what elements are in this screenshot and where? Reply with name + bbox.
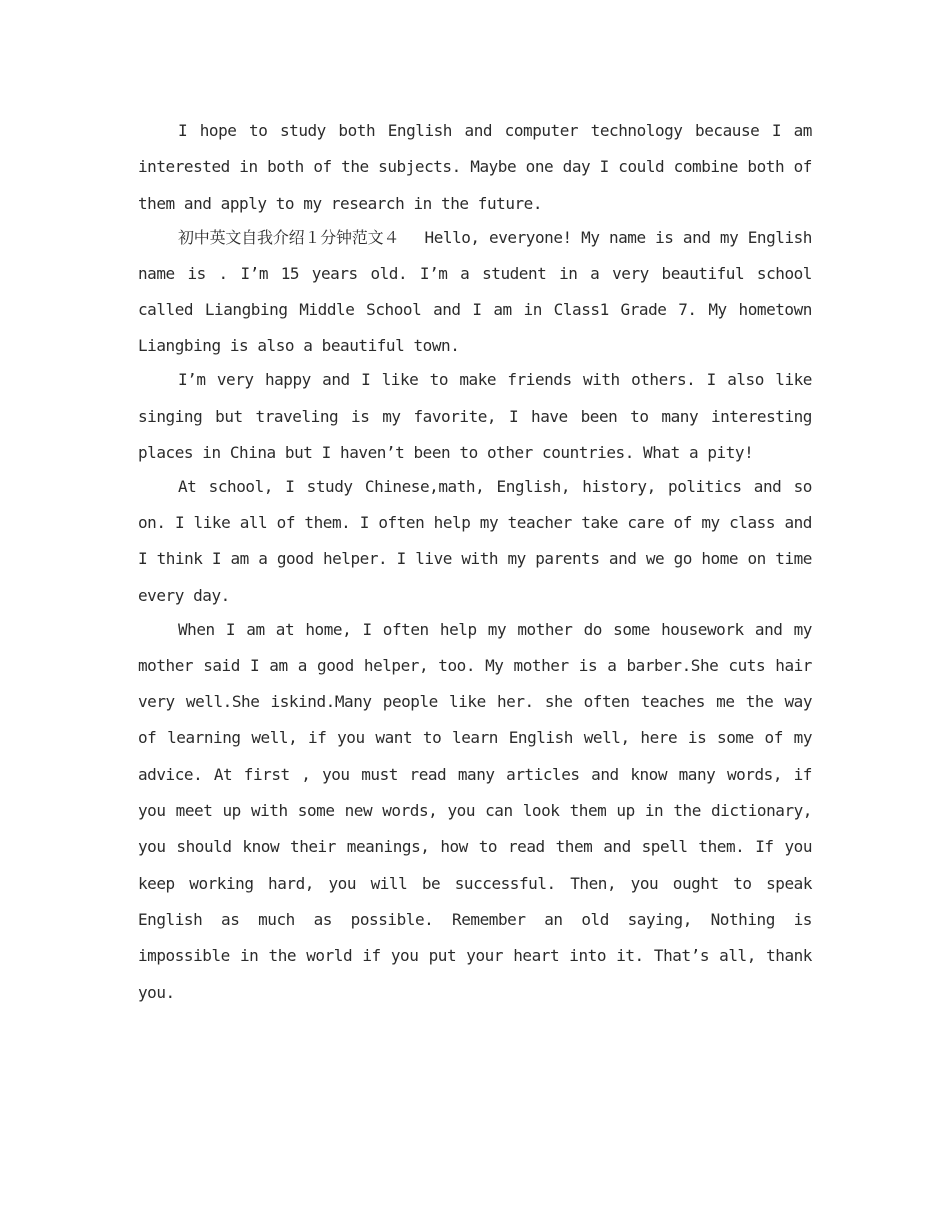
paragraph-self-introduction: 初中英文自我介绍１分钟范文４ Hello, everyone! My name is and my English name is . I’m 15 years old. I’m a student in a very beautiful school called Liangbing Middle School and I am in Class1 Grade 7. My hometown Liangbing is also a beautiful town.	[138, 227, 812, 356]
paragraph-study-plan: I hope to study both English and computer technology because I am interested in both of the subjects. Maybe one day I could combine both of them and apply to my research in the future.	[138, 121, 812, 213]
paragraph-home-advice: When I am at home, I often help my mother do some housework and my mother said I am a good helper, too. My mother is a barber.She cuts hair very well.She iskind.Many people like her. she often teaches me the way of learning well, if you want to learn English well, here is some of my advice. At first , you must read many articles and know many words, if you meet up with some new words, you can look them up in the dictionary, you should know their meanings, how to read them and spell them. If you keep working hard, you will be successful. Then, you ought to speak English as much as possible. Remember an old saying, Nothing is impossible in the world if you put your heart into it. That’s all, thank you.	[138, 619, 812, 1002]
document-body	[138, 113, 812, 1011]
paragraph-school: At school, I study Chinese,math, English, history, politics and so on. I like all of them. I often help my teacher take care of my class and I think I am a good helper. I live with my parents and we go home on time every day.	[138, 476, 812, 605]
paragraph-hobbies: I’m very happy and I like to make friends with others. I also like singing but traveling is my favorite, I have been to many interesting places in China but I haven’t been to other countries. What a pity!	[138, 370, 812, 462]
